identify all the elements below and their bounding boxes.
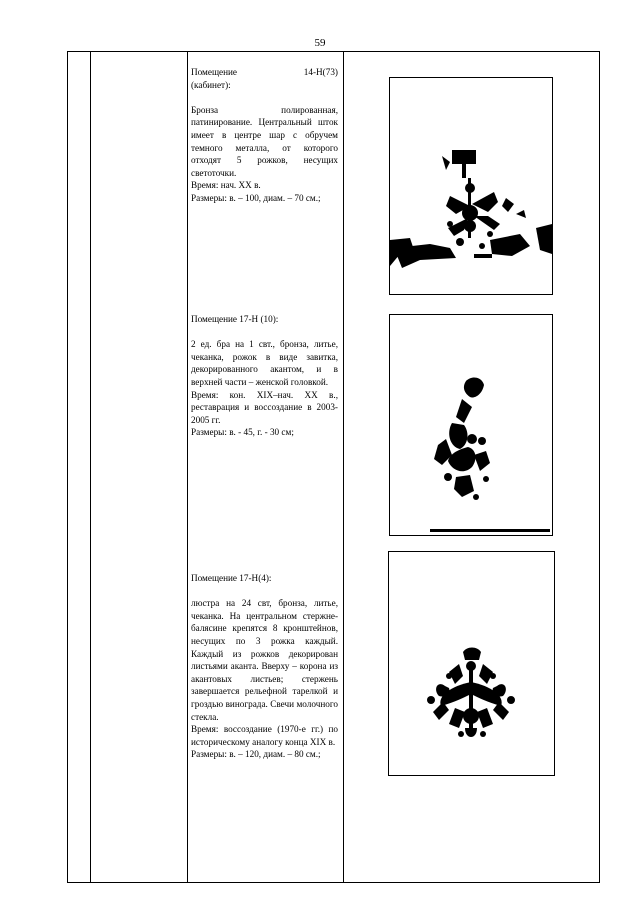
item-time: Время: воссоздание (1970-е гг.) по историческому аналогу конца XIX в. — [191, 724, 338, 747]
item-sizes: Размеры: в. – 120, диам. – 80 см.; — [191, 749, 321, 760]
entry-1 — [191, 66, 338, 205]
entry-2 — [191, 313, 338, 439]
sconce-photo-icon — [390, 315, 552, 535]
room-heading: Помещение 17-Н(4): — [191, 573, 272, 583]
item-description: люстра на 24 свт, бронза, литье, чеканка. На центральном стержне-балясине крепятся 8 кронштейнов, несущих по 3 рожка каждый. Каждый из рожков декорирован листьями аканта. Вверху – корона из акантовых листьев; стержень завершается рельефной тарелкой и гроздью винограда. Свечи молочного стекла. — [191, 598, 338, 722]
item-sizes: Размеры: в. – 100, диам. – 70 см.; — [191, 192, 321, 203]
chandelier-photo-icon — [389, 552, 554, 775]
room-subtitle: (кабинет): — [191, 79, 231, 90]
item-time: Время: нач. ХХ в. — [191, 180, 261, 191]
chandelier-photo — [388, 551, 555, 776]
chandelier-photo — [389, 77, 553, 295]
item-sizes: Размеры: в. - 45, г. - 30 см; — [191, 427, 294, 438]
column-divider — [343, 52, 344, 882]
entry-3 — [191, 572, 338, 761]
page-number: 59 — [314, 37, 326, 49]
room-label: Помещение — [191, 67, 238, 77]
room-number: 14-Н(73) — [303, 67, 338, 77]
item-time: Время: кон. XIX–нач. XX в., реставрация и воссоздание в 2003-2005 гг. — [191, 389, 338, 425]
sconce-photo — [389, 314, 553, 536]
room-heading: Помещение 17-Н (10): — [191, 314, 279, 324]
room-heading — [191, 66, 338, 79]
chandelier-photo-icon — [390, 78, 552, 294]
item-description: Бронза полированная, патинирование. Центральный шток имеет в центре шар с обручем темного металла, от которого отходят 5 рожков, несущих светоточки. — [191, 104, 338, 178]
column-divider — [90, 52, 91, 882]
item-description: 2 ед. бра на 1 свт., бронза, литье, чеканка, рожок в виде завитка, декорированного акантом, и в верхней части – женской головкой. — [191, 339, 338, 387]
column-divider — [187, 52, 188, 882]
